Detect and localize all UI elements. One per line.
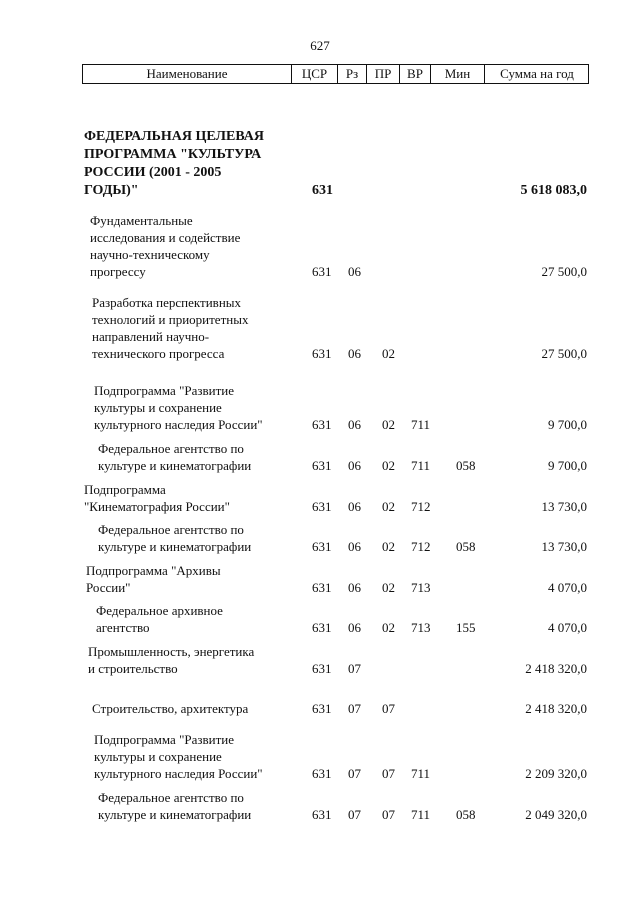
row-pr: 02: [382, 499, 395, 514]
row-vr: 711: [411, 417, 431, 432]
row-sum: 2 418 320,0: [525, 701, 587, 716]
row-sum: 4 070,0: [548, 580, 587, 595]
row-name: Фундаментальные исследования и содействие научно-техническому прогрессу: [90, 213, 241, 279]
row-rz: 07: [348, 766, 361, 781]
row-pr: 02: [382, 580, 395, 595]
table-row: [0, 294, 640, 362]
table-row: [0, 128, 640, 200]
row-rz: 06: [348, 458, 361, 473]
row-name: Федеральное агентство по культуре и кинематографии: [98, 522, 252, 554]
row-csr: 631: [312, 766, 332, 781]
row-min: 058: [456, 458, 476, 473]
row-csr: 631: [312, 264, 332, 279]
row-pr: 02: [382, 458, 395, 473]
row-sum: 5 618 083,0: [520, 183, 587, 198]
row-csr: 631: [312, 183, 333, 198]
table-row: [0, 212, 640, 280]
column-header-rz: Рз: [337, 65, 366, 83]
row-csr: 631: [312, 807, 332, 822]
row-csr: 631: [312, 661, 332, 676]
row-vr: 712: [411, 499, 431, 514]
row-csr: 631: [312, 539, 332, 554]
row-rz: 07: [348, 661, 361, 676]
table-row: [0, 440, 640, 474]
table-row: [0, 602, 640, 636]
table-row: [0, 643, 640, 677]
row-vr: 712: [411, 539, 431, 554]
row-sum: 4 070,0: [548, 620, 587, 635]
row-vr: 713: [411, 580, 431, 595]
column-header-csr: ЦСР: [291, 65, 337, 83]
row-pr: 02: [382, 417, 395, 432]
row-sum: 9 700,0: [548, 417, 587, 432]
row-vr: 713: [411, 620, 431, 635]
row-csr: 631: [312, 701, 332, 716]
row-rz: 06: [348, 580, 361, 595]
row-csr: 631: [312, 620, 332, 635]
row-pr: 07: [382, 701, 395, 716]
row-sum: 13 730,0: [541, 499, 587, 514]
row-rz: 07: [348, 807, 361, 822]
column-header-pr: ПР: [366, 65, 399, 83]
row-vr: 711: [411, 458, 431, 473]
table-row: [0, 700, 640, 717]
row-name: Разработка перспективных технологий и приоритетных направлений научно- технического прогресса: [92, 295, 249, 361]
row-vr: 711: [411, 807, 431, 822]
row-name: Строительство, архитектура: [92, 701, 249, 716]
table-header: [82, 64, 589, 84]
row-pr: 02: [382, 539, 395, 554]
row-sum: 27 500,0: [541, 264, 587, 279]
row-name: Подпрограмма "Развитие культуры и сохранение культурного наследия России": [94, 383, 263, 432]
row-rz: 06: [348, 264, 361, 279]
column-header-sum: Сумма на год: [484, 65, 589, 83]
row-sum: 2 209 320,0: [525, 766, 587, 781]
column-header-min: Мин: [430, 65, 484, 83]
row-sum: 2 049 320,0: [525, 807, 587, 822]
column-header-name: Наименование: [146, 66, 228, 81]
table-row: [0, 382, 640, 433]
row-rz: 07: [348, 701, 361, 716]
row-name: Подпрограмма "Развитие культуры и сохранение культурного наследия России": [94, 732, 263, 781]
row-pr: 02: [382, 346, 395, 361]
column-header-vr: ВР: [399, 65, 430, 83]
row-pr: 07: [382, 766, 395, 781]
row-name: Федеральное агентство по культуре и кинематографии: [98, 441, 252, 473]
row-rz: 06: [348, 346, 361, 361]
row-csr: 631: [312, 580, 332, 595]
row-name: Федеральное архивное агентство: [96, 603, 223, 635]
row-sum: 9 700,0: [548, 458, 587, 473]
row-name: ФЕДЕРАЛЬНАЯ ЦЕЛЕВАЯ ПРОГРАММА "КУЛЬТУРА РОССИИ (2001 - 2005 ГОДЫ)": [84, 129, 264, 198]
row-name: Подпрограмма "Кинематография России": [84, 482, 230, 514]
row-sum: 27 500,0: [541, 346, 587, 361]
page-number: 627: [310, 38, 330, 53]
table-row: [0, 481, 640, 515]
row-vr: 711: [411, 766, 431, 781]
row-csr: 631: [312, 417, 332, 432]
row-min: 058: [456, 807, 476, 822]
table-row: [0, 521, 640, 555]
row-min: 155: [456, 620, 476, 635]
row-rz: 06: [348, 539, 361, 554]
row-rz: 06: [348, 499, 361, 514]
row-csr: 631: [312, 499, 332, 514]
row-min: 058: [456, 539, 476, 554]
row-pr: 07: [382, 807, 395, 822]
row-name: Федеральное агентство по культуре и кинематографии: [98, 790, 252, 822]
row-name: Промышленность, энергетика и строительство: [88, 644, 255, 676]
row-sum: 13 730,0: [541, 539, 587, 554]
row-sum: 2 418 320,0: [525, 661, 587, 676]
table-row: [0, 731, 640, 782]
row-pr: 02: [382, 620, 395, 635]
row-rz: 06: [348, 417, 361, 432]
row-csr: 631: [312, 346, 332, 361]
row-name: Подпрограмма "Архивы России": [86, 563, 221, 595]
table-row: [0, 789, 640, 823]
table-row: [0, 562, 640, 596]
row-csr: 631: [312, 458, 332, 473]
row-rz: 06: [348, 620, 361, 635]
